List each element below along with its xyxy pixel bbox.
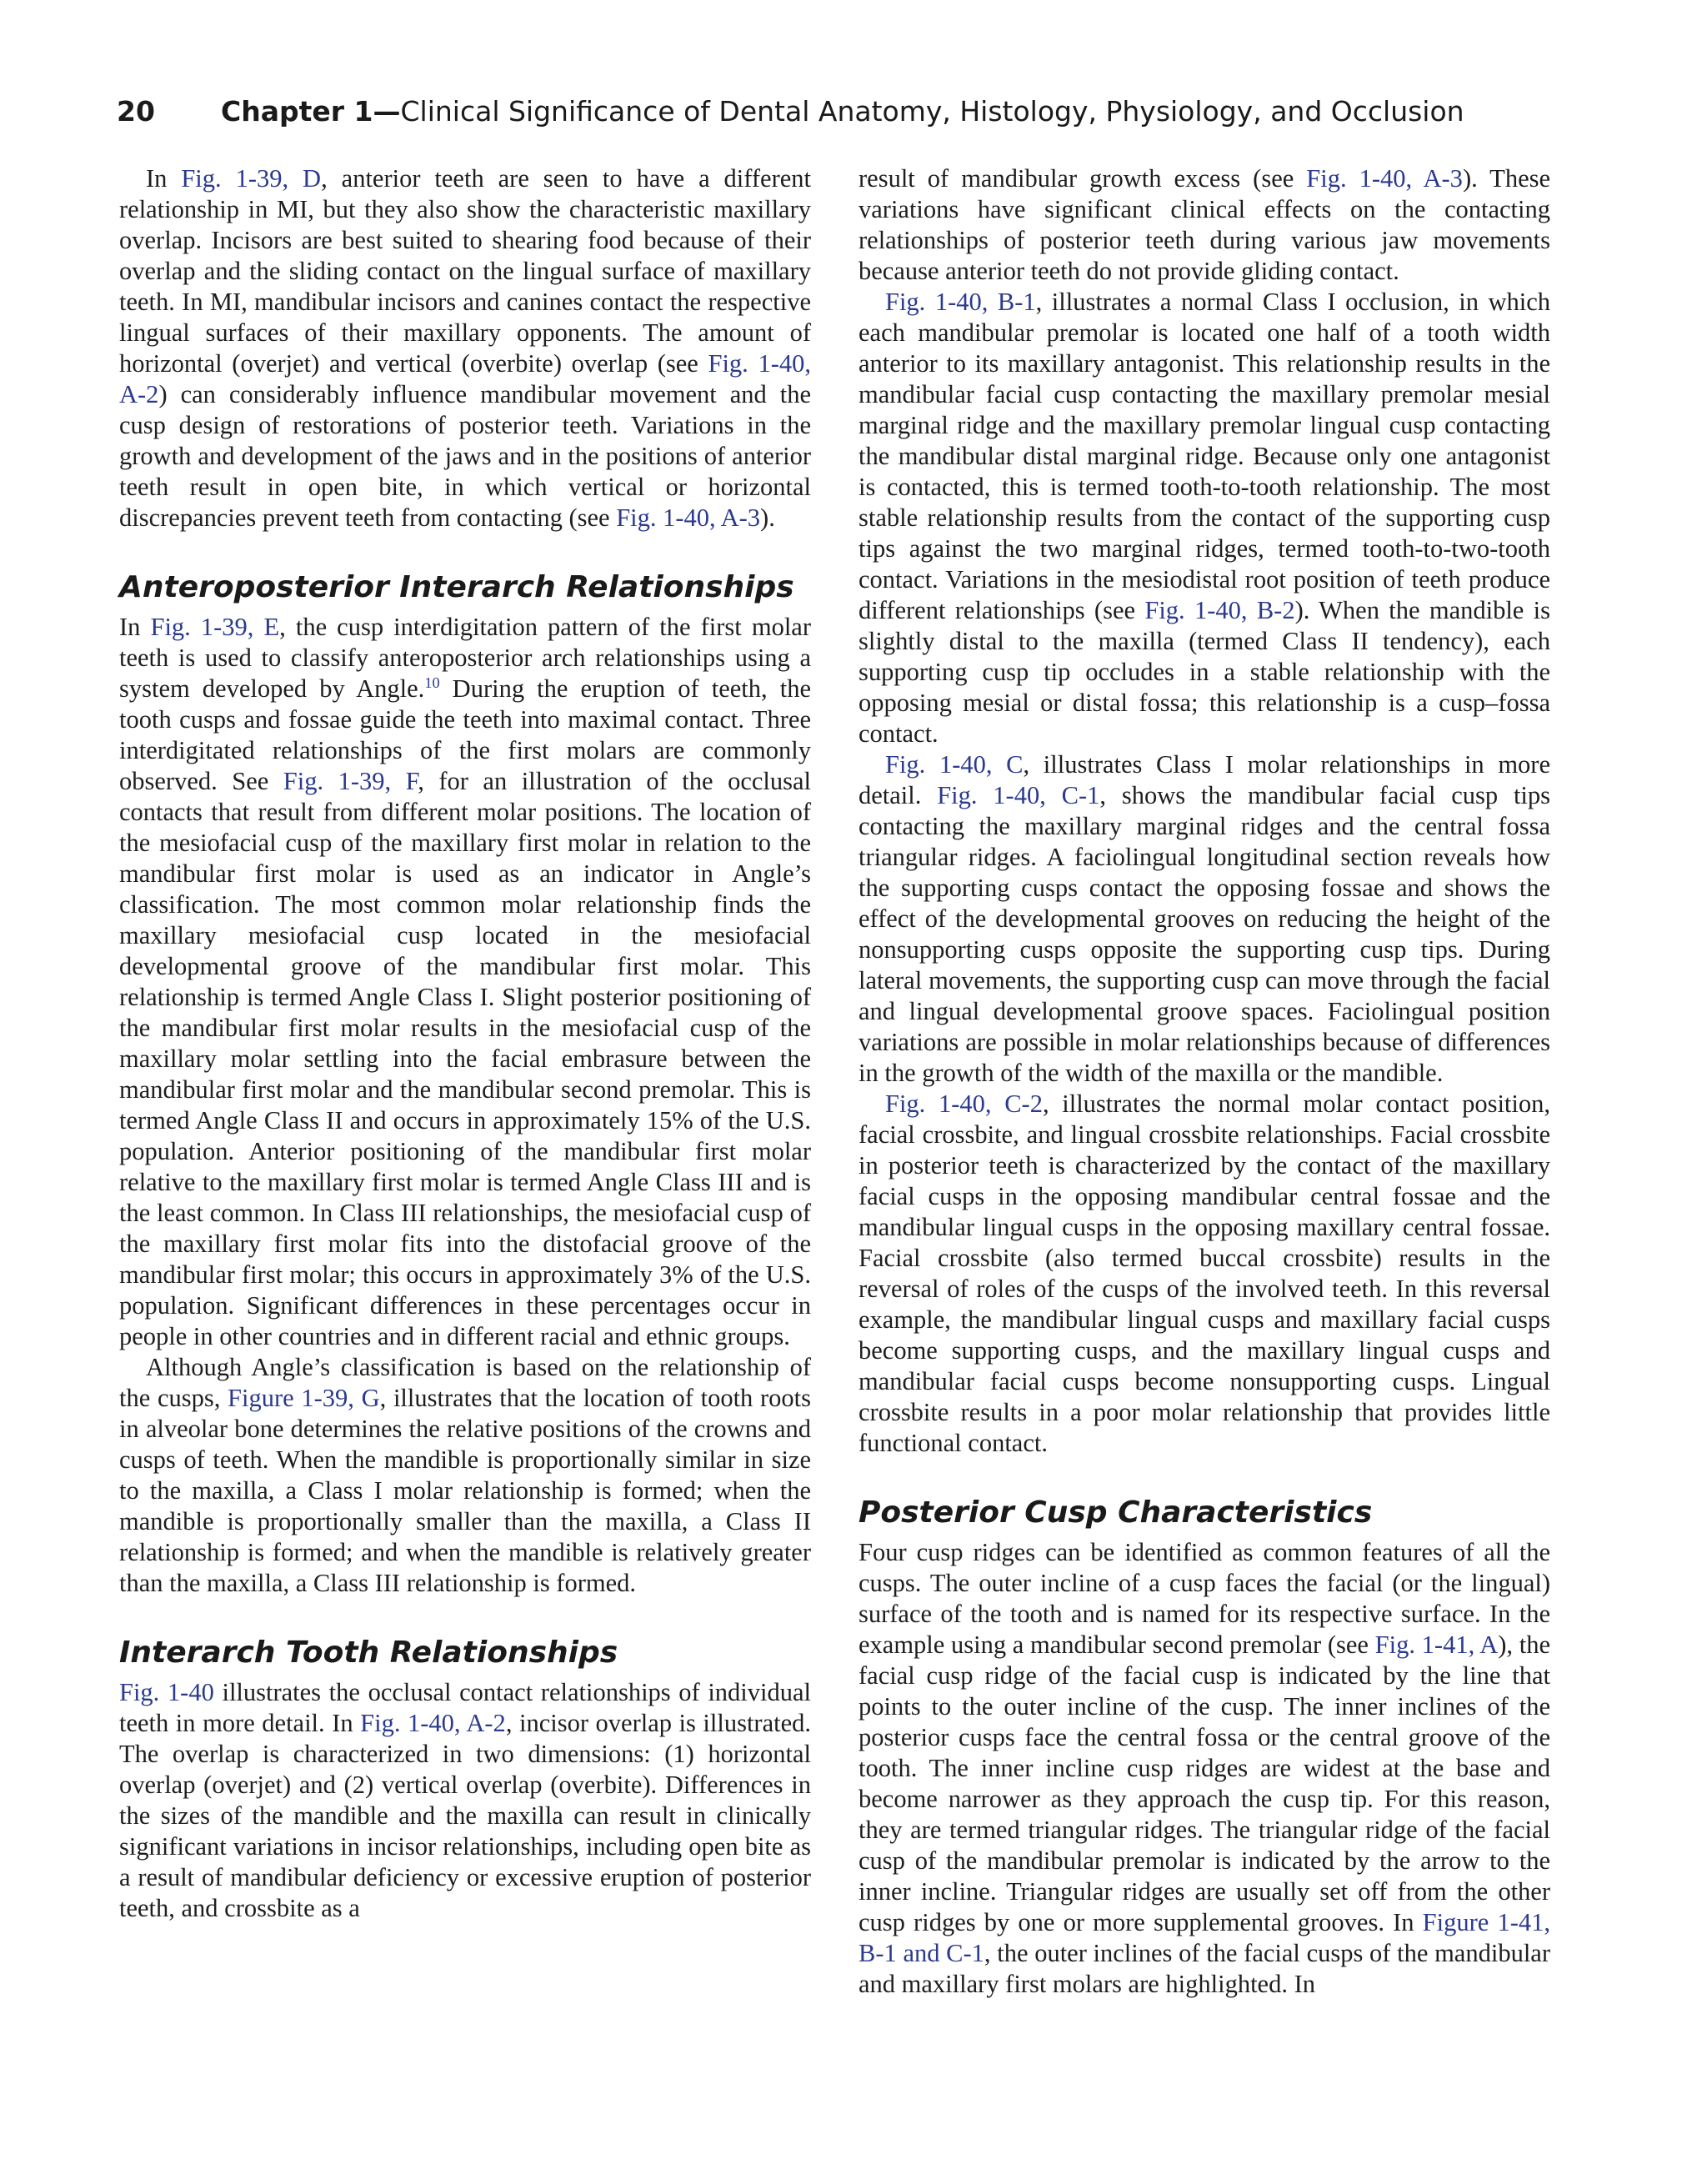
paragraph: [859, 1089, 1550, 1459]
figure-reference[interactable]: Fig. 1-41, A: [1374, 1630, 1499, 1659]
citation-superscript[interactable]: 10: [424, 674, 440, 691]
paragraph-text: ), the facial cusp ridge of the facial cusp is indicated by the line that points to the outer incline of the cusp. The inner inclines of the posterior cusps face the central fossa or the central groove of the tooth. The inner incline cusp ridges are widest at the base and become narrower as they approach the cusp tip. For this reason, they are termed triangular ridges. The triangular ridge of the facial cusp of the mandibular premolar is indicated by the arrow to the inner incline. Triangular ridges are usually set off from the other cusp ridges by one or more supplemental grooves. In: [859, 1630, 1550, 1936]
paragraph: [859, 163, 1550, 287]
paragraph-text: In: [119, 613, 151, 641]
paragraph-text: , for an illustration of the occlusal contacts that result from different molar positions. The location of the mesiofacial cusp of the maxillary first molar in relation to the mandibular first molar is used as an indicator in Angle’s classification. The most common molar relationship finds the maxillary mesiofacial cusp located in the mesiofacial developmental groove of the mandibular first molar. This relationship is termed Angle Class I. Slight posterior positioning of the mandibular first molar results in the mesiofacial cusp of the maxillary molar settling into the facial embrasure between the mandibular first molar and the mandibular second premolar. This is termed Angle Class II and occurs in approximately 15% of the U.S. population. Anterior positioning of the mandibular first molar relative to the maxillary first molar is termed Angle Class III and is the least common. In Class III relationships, the mesiofacial cusp of the maxillary first molar fits into the distofacial groove of the mandibular first molar; this occurs in approximately 3% of the U.S. population. Significant differences in these percentages occur in people in other countries and in different racial and ethnic groups.: [119, 767, 811, 1350]
paragraph-text: , illustrates Class I molar relationships in more detail.: [859, 750, 1550, 809]
chapter-label: Chapter 1—: [221, 95, 401, 128]
figure-reference[interactable]: Figure 1-41, B-1 and C-1: [859, 1908, 1550, 1967]
paragraph-text: , anterior teeth are seen to have a different relationship in MI, but they also show the characteristic maxillary overlap. Incisors are best suited to shearing food because of their overlap and the sliding contact on the lingual surface of maxillary teeth. In MI, mandibular incisors and canines contact the respective lingual surfaces of their maxillary opponents. The amount of horizontal (overjet) and vertical (overbite) overlap (see: [119, 164, 811, 378]
figure-reference[interactable]: Fig. 1-40, C: [885, 750, 1024, 779]
paragraph-text: Although Angle’s classification is based on the relationship of the cusps,: [119, 1353, 811, 1412]
section-heading: Posterior Cusp Characteristics: [859, 1495, 1373, 1530]
left-column: [119, 163, 811, 1924]
chapter-title: Clinical Significance of Dental Anatomy, Histology, Physiology, and Occlusion: [400, 95, 1464, 128]
page-number: 20: [117, 95, 155, 128]
paragraph: [859, 1537, 1550, 2000]
paragraph-text: ). When the mandible is slightly distal to the maxilla (termed Class II tendency), each supporting cusp tip occludes in a stable relationship with the opposing mesial or distal fossa; this relationship is a cusp–fossa contact.: [859, 596, 1551, 748]
paragraph: [119, 1677, 811, 1924]
figure-reference[interactable]: Fig. 1-40, A-2: [119, 349, 811, 408]
paragraph-text: , shows the mandibular facial cusp tips contacting the maxillary marginal ridges and the central fossa triangular ridges. A faciolingual longitudinal section reveals how the supporting cusps contact the opposing fossae and shows the effect of the developmental grooves on reducing the height of the nonsupporting cusps opposite the supporting cusp tips. During lateral movements, the supporting cusp can move through the facial and lingual developmental groove spaces. Faciolingual position variations are possible in molar relationships because of differences in the growth of the width of the maxilla or the mandible.: [859, 781, 1551, 1087]
figure-reference[interactable]: Fig. 1-39, F: [283, 767, 418, 795]
paragraph-text: , the outer inclines of the facial cusps of the mandibular and maxillary first molars are highlighted. In: [859, 1939, 1550, 1998]
paragraph: [119, 1352, 811, 1599]
figure-reference[interactable]: Fig. 1-40, A-3: [616, 503, 761, 532]
section-heading: Anteroposterior Interarch Relationships: [119, 570, 794, 604]
paragraph: [859, 287, 1550, 749]
figure-reference[interactable]: Fig. 1-40, B-2: [1144, 596, 1295, 624]
figure-reference[interactable]: Fig. 1-39, D: [181, 164, 322, 193]
paragraph: [119, 612, 811, 1352]
paragraph-text: ). These variations have significant clinical effects on the contacting relationships of posterior teeth during various jaw movements because anterior teeth do not provide gliding contact.: [859, 164, 1551, 285]
figure-reference[interactable]: Fig. 1-40, C-1: [937, 781, 1100, 809]
paragraph-text: , illustrates that the location of tooth roots in alveolar bone determines the relative positions of the crowns and cusps of teeth. When the mandible is proportionally similar in size to the maxilla, a Class I molar relationship is formed; when the mandible is proportionally smaller than the maxilla, a Class II relationship is formed; and when the mandible is relatively greater than the maxilla, a Class III relationship is formed.: [119, 1384, 811, 1597]
figure-reference[interactable]: Fig. 1-39, E: [150, 613, 280, 641]
paragraph-text: ) can considerably influence mandibular movement and the cusp design of restorations of posterior teeth. Variations in the growth and development of the jaws and in the positions of anterior teeth result in open bite, in which vertical or horizontal discrepancies prevent teeth from contacting (see: [119, 380, 811, 532]
right-column: [859, 163, 1550, 2000]
paragraph-text: Four cusp ridges can be identified as common features of all the cusps. The outer incline of a cusp faces the facial (or the lingual) surface of the tooth and is named for its respective surface. In the example using a mandibular second premolar (see: [859, 1538, 1550, 1659]
figure-reference[interactable]: Fig. 1-40: [119, 1678, 214, 1706]
figure-reference[interactable]: Fig. 1-40, A-2: [360, 1709, 506, 1737]
paragraph-text: result of mandibular growth excess (see: [859, 164, 1307, 193]
paragraph: [859, 749, 1550, 1089]
figure-reference[interactable]: Figure 1-39, G: [228, 1384, 380, 1412]
paragraph-text: , the cusp interdigitation pattern of the first molar teeth is used to classify anteroposterior arch relationships using a system developed by Angle.: [119, 613, 811, 703]
figure-reference[interactable]: Fig. 1-40, B-1: [885, 288, 1036, 316]
section-heading: Interarch Tooth Relationships: [119, 1635, 618, 1670]
figure-reference[interactable]: Fig. 1-40, C-2: [885, 1089, 1043, 1118]
paragraph-text: During the eruption of teeth, the tooth cusps and fossae guide the teeth into maximal contact. Three interdigitated relationships of the first molars are commonly observed. See: [119, 674, 811, 795]
paragraph: In Fig. 1-39, D, anterior teeth are seen to have a different relationship in MI, but they also show the characteristic maxillary overlap. Incisors are best suited to shearing food because of their overlap and the sliding contact on the lingual surface of maxillary teeth. In MI, mandibular incisors and canines contact the respective lingual surfaces of their maxillary opponents. The amount of horizontal (overjet) and vertical (overbite) overlap (see Fig. 1-40, A-2) can considerably influence mandibular movement and the cusp design of restorations of posterior teeth. Variations in the growth and development of the jaws and in the positions of anterior teeth result in open bite, in which vertical or horizontal discrepancies prevent teeth from contacting (see Fig. 1-40, A-3).: [119, 164, 811, 532]
paragraph-text: , illustrates the normal molar contact position, facial crossbite, and lingual crossbite relationships. Facial crossbite in posterior teeth is characterized by the contact of the maxillary facial cusps in the opposing mandibular central fossae and the mandibular lingual cusps in the opposing maxillary central fossae. Facial crossbite (also termed buccal crossbite) results in the reversal of roles of the cusps of the involved teeth. In this reversal example, the mandibular lingual cusps and maxillary facial cusps become supporting cusps, and the maxillary lingual cusps and mandibular facial cusps become nonsupporting cusps. Lingual crossbite results in a poor molar relationship that provides little functional contact.: [859, 1089, 1550, 1457]
paragraph-text: ).: [760, 503, 775, 532]
page-header: [117, 93, 1592, 130]
paragraph-text: , illustrates a normal Class I occlusion, in which each mandibular premolar is located one half of a tooth width anterior to its maxillary antagonist. This relationship results in the mandibular facial cusp contacting the maxillary premolar mesial marginal ridge and the maxillary premolar lingual cusp contacting the mandibular distal marginal ridge. Because only one antagonist is contacted, this is termed tooth-to-tooth relationship. The most stable relationship results from the contact of the supporting cusp tips against the two marginal ridges, termed tooth-to-two-tooth contact. Variations in the mesiodistal root position of teeth produce different relationships (see: [859, 288, 1550, 624]
paragraph-text: illustrates the occlusal contact relationships of individual teeth in more detail. In: [119, 1678, 812, 1737]
paragraph-text: , incisor overlap is illustrated. The overlap is characterized in two dimensions: (1) horizontal overlap (overjet) and (2) vertical overlap (overbite). Differences in the sizes of the mandible and the maxilla can result in clinically significant variations in incisor relationships, including open bite as a result of mandibular deficiency or excessive eruption of posterior teeth, and crossbite as a: [119, 1709, 811, 1922]
figure-reference[interactable]: Fig. 1-40, A-3: [1306, 164, 1463, 193]
